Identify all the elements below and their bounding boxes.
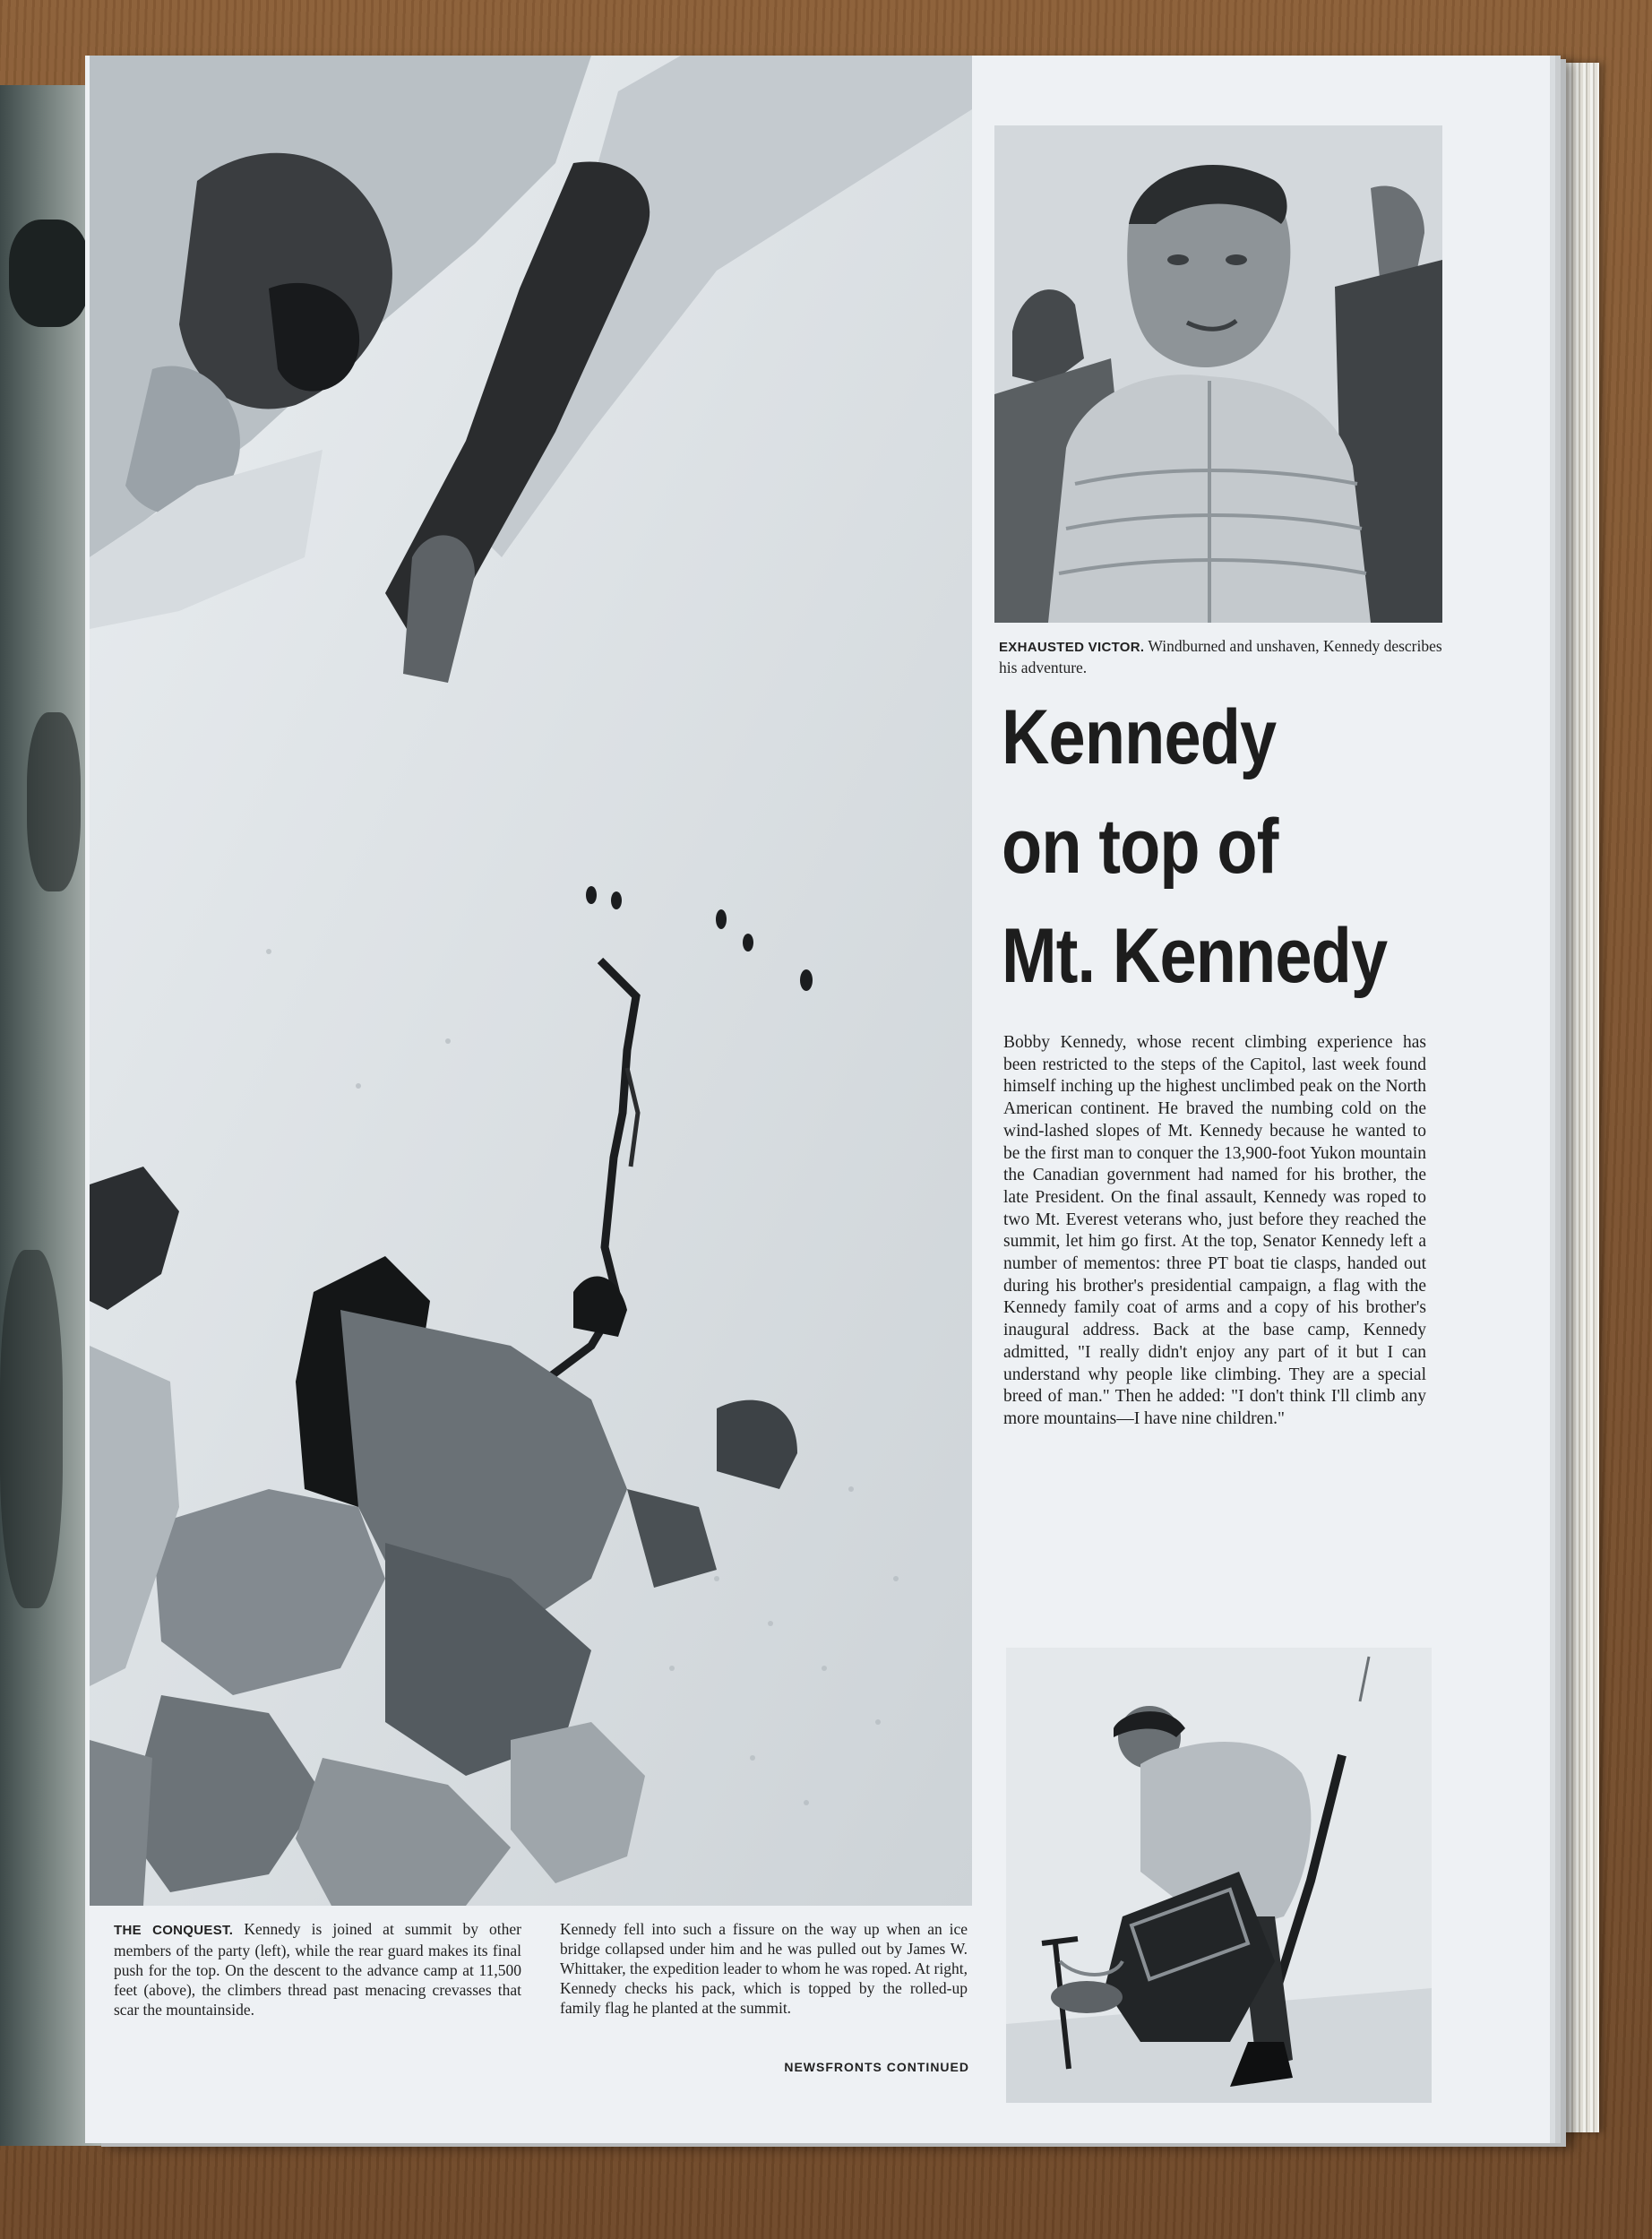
conquest-caption-heading: THE CONQUEST. — [114, 1923, 234, 1938]
conquest-caption-right: Kennedy fell into such a fissure on the way up when an ice bridge collapsed under him and he was pulled out by James W. Whittaker, the expedition leader to whom he was roped. At right, Kennedy checks his pack, which is topped by the rolled-up family flag he planted at the summit. — [560, 1920, 968, 2017]
headline-line-1: Kennedy — [1002, 694, 1277, 780]
magazine-page — [85, 56, 1550, 2143]
newsfronts-continued-label: NEWSFRONTS CONTINUED — [784, 2060, 969, 2074]
victor-caption-heading: EXHAUSTED VICTOR. — [999, 640, 1145, 655]
article-body: Bobby Kennedy, whose recent climbing experience has been restricted to the steps of the Capitol, last week found himself inching up the highest unclimbed peak on the North American continent. He braved the numbing cold on the wind-lashed slopes of Mt. Kennedy because he wanted to be the first man to conquer the 13,900-foot Yukon mountain the Canadian government had named for his brother, the late President. On the final assault, Kennedy was roped to two Mt. Everest veterans who, just before they reached the summit, let him go first. At the top, Senator Kennedy left a number of mementos: three PT boat tie clasps, handed out during his brother's presidential campaign, a flag with the Kennedy family coat of arms and a copy of his brother's inaugural address. Back at the base camp, Kennedy admitted, "I really didn't enjoy any part of it but I can understand why people like climbing. They are a special breed of man." Then he added: "I don't think I'll climb any more mountains—I have nine children." — [1003, 1033, 1426, 1428]
kennedy-pack-photo — [1006, 1648, 1432, 2103]
victor-caption-text: Windburned and unshaven, Kennedy describes his adventure. — [999, 637, 1442, 676]
conquest-caption-text-1: Kennedy is joined at summit by other members of the party (left), while the rear guard makes its final push for the top. On the descent to the advance camp at 11,500 feet (above), the climbers thread past menacing crevasses that scar the mountainside. — [114, 1920, 521, 2019]
headline-line-2: on top of — [1002, 804, 1278, 890]
exhausted-victor-photo — [994, 125, 1442, 623]
exhausted-victor-caption — [999, 636, 1456, 677]
conquest-caption-left — [114, 1919, 521, 2019]
conquest-photo — [90, 56, 972, 1906]
article-headline — [1002, 683, 1433, 1011]
page-stack-edge — [1554, 63, 1599, 2132]
headline-line-3: Mt. Kennedy — [1002, 913, 1388, 999]
